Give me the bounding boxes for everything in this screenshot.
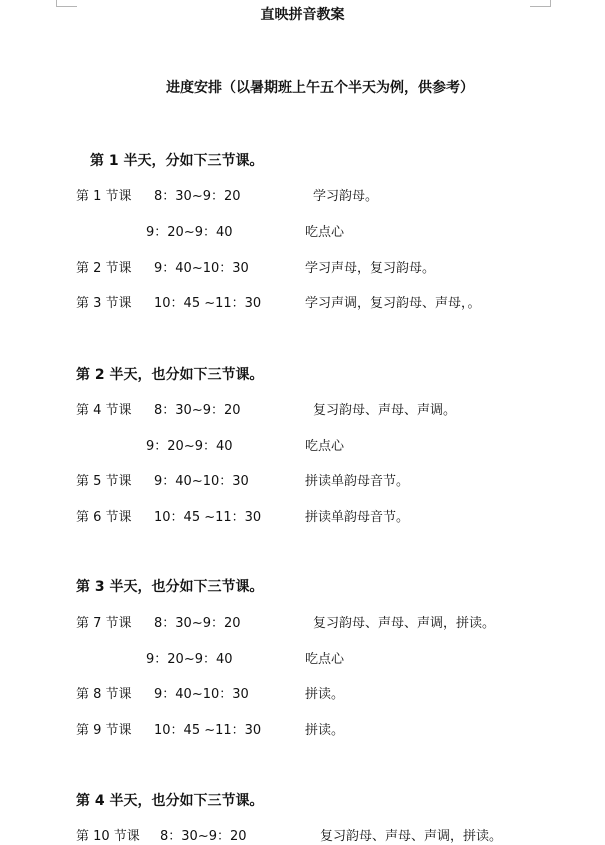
lesson-label: 第 1 节课: [76, 189, 132, 204]
lesson-content: 拼读。: [305, 687, 345, 702]
schedule-row: [0, 399, 605, 419]
schedule-row: [0, 470, 605, 490]
lesson-time: 9：20~9：40: [146, 439, 233, 454]
lesson-content: 吃点心: [305, 652, 345, 667]
lesson-label: 第 6 节课: [76, 510, 132, 525]
lesson-time: 8：30~9：20: [154, 616, 241, 631]
lesson-time: 10：45 ~11：30: [154, 723, 262, 738]
lesson-time: 9：20~9：40: [146, 652, 233, 667]
schedule-row: [0, 825, 605, 845]
schedule-row: [0, 506, 605, 526]
lesson-time: 9：20~9：40: [146, 225, 233, 240]
lesson-content: 学习韵母。: [313, 189, 379, 204]
lesson-content: 复习韵母、声母、声调，拼读。: [313, 616, 496, 631]
section-heading: 第 2 半天，也分如下三节课。: [76, 367, 264, 383]
lesson-label: 第 7 节课: [76, 616, 132, 631]
lesson-content: 拼读。: [305, 723, 345, 738]
lesson-label: 第 5 节课: [76, 474, 132, 489]
lesson-time: 9：40~10：30: [154, 474, 249, 489]
schedule-row: [0, 435, 605, 455]
lesson-label: 第 9 节课: [76, 723, 132, 738]
section-heading: 第 4 半天，也分如下三节课。: [76, 793, 264, 809]
lesson-time: 10：45 ~11：30: [154, 510, 262, 525]
schedule-row: [0, 292, 605, 312]
lesson-content: 复习韵母、声母、声调。: [313, 403, 457, 418]
schedule-row: [0, 221, 605, 241]
schedule-subtitle: 进度安排（以暑期班上午五个半天为例，供参考）: [166, 80, 474, 96]
lesson-content: 学习声母，复习韵母。: [305, 261, 436, 276]
section-heading: 第 3 半天，也分如下三节课。: [76, 579, 264, 595]
lesson-content: 拼读单韵母音节。: [305, 474, 410, 489]
lesson-content: 学习声调，复习韵母、声母，。: [305, 296, 481, 311]
lesson-label: 第 3 节课: [76, 296, 132, 311]
lesson-time: 10：45 ~11：30: [154, 296, 262, 311]
lesson-label: 第 4 节课: [76, 403, 132, 418]
lesson-label: 第 8 节课: [76, 687, 132, 702]
lesson-content: 吃点心: [305, 439, 345, 454]
lesson-time: 8：30~9：20: [154, 403, 241, 418]
lesson-time: 8：30~9：20: [160, 829, 247, 844]
lesson-content: 复习韵母、声母、声调，拼读。: [320, 829, 503, 844]
document-title: 直映拼音教案: [260, 7, 345, 23]
lesson-time: 9：40~10：30: [154, 687, 249, 702]
schedule-row: [0, 648, 605, 668]
section-heading: 第 1 半天，分如下三节课。: [90, 153, 264, 169]
lesson-label: 第 10 节课: [76, 829, 140, 844]
schedule-row: [0, 185, 605, 205]
lesson-time: 8：30~9：20: [154, 189, 241, 204]
schedule-row: [0, 683, 605, 703]
schedule-row: [0, 719, 605, 739]
lesson-time: 9：40~10：30: [154, 261, 249, 276]
lesson-content: 拼读单韵母音节。: [305, 510, 410, 525]
lesson-label: 第 2 节课: [76, 261, 132, 276]
lesson-content: 吃点心: [305, 225, 345, 240]
schedule-row: [0, 257, 605, 277]
schedule-row: [0, 612, 605, 632]
